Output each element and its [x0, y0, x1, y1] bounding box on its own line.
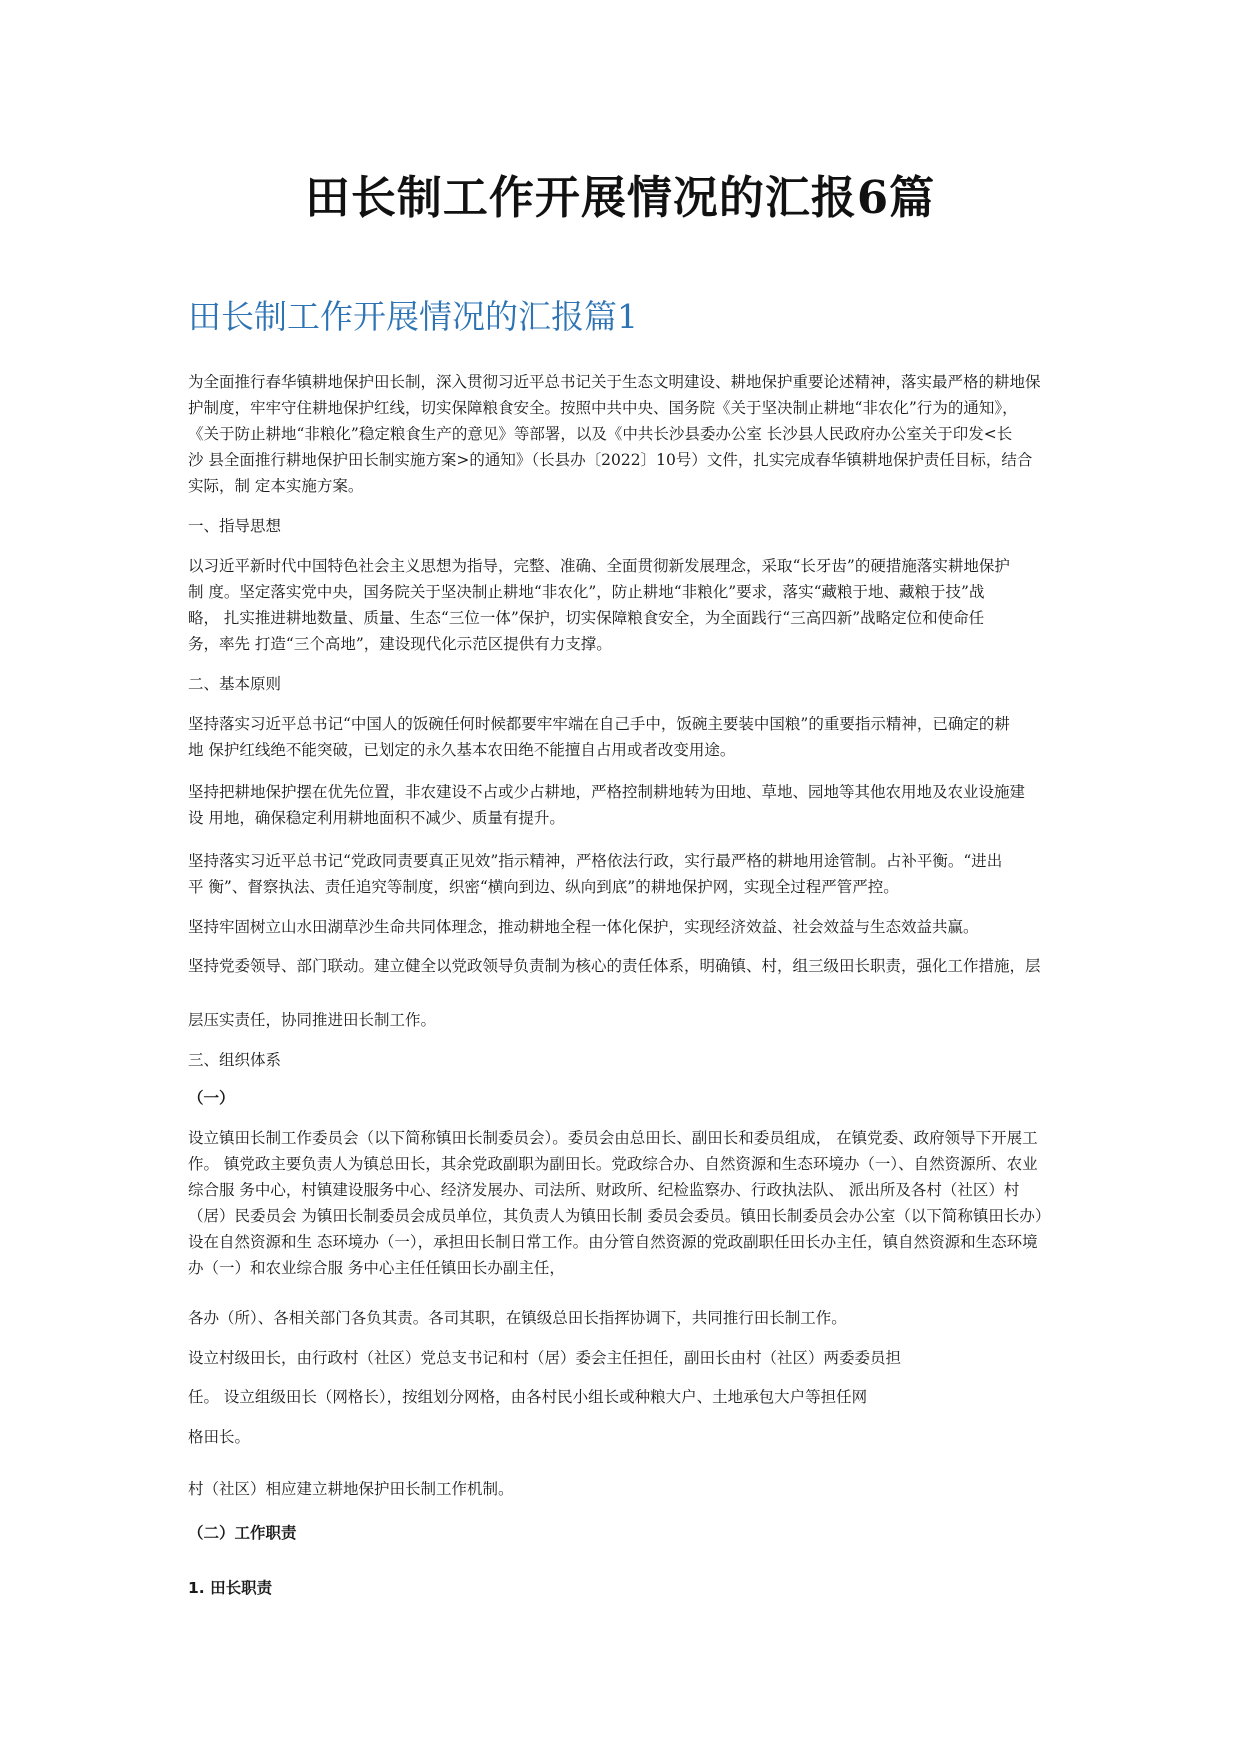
paragraph-line: 综合服 务中心，村镇建设服务中心、经济发展办、司法所、财政所、纪检监察办、行政执法队、 派出所及各村（社区）村 [188, 1181, 1020, 1199]
paragraph-line: 设在自然资源和生 态环境办（一），承担田长制日常工作。由分管自然资源的党政副职任田长办主任，镇自然资源和生态环境 [188, 1233, 1038, 1251]
paragraph-line: 设 用地，确保稳定利用耕地面积不减少、质量有提升。 [188, 809, 565, 827]
paragraph-line: 坚持落实习近平总书记“中国人的饭碗任何时候都要牢牢端在自己手中，饭碗主要装中国粮”的重要指示精神，已确定的耕 [188, 715, 1010, 733]
paragraph-line: 作。 镇党政主要负责人为镇总田长，其余党政副职为副田长。党政综合办、自然资源和生态环境办（一）、自然资源所、农业 [188, 1155, 1038, 1173]
paragraph-line: 平 衡”、督察执法、责任追究等制度，织密“横向到边、纵向到底”的耕地保护网，实现全过程严管严控。 [188, 878, 899, 896]
paragraph-line: 地 保护红线绝不能突破，已划定的永久基本农田绝不能擅自占用或者改变用途。 [188, 741, 736, 759]
paragraph-line: 以习近平新时代中国特色社会主义思想为指导，完整、准确、全面贯彻新发展理念，采取“长牙齿”的硬措施落实耕地保护 [188, 557, 1010, 575]
paragraph-line: 护制度，牢牢守住耕地保护红线，切实保障粮食安全。按照中共中央、国务院《关于坚决制止耕地“非农化”行为的通知》， [188, 399, 1018, 417]
paragraph-line: 坚持把耕地保护摆在优先位置，非农建设不占或少占耕地，严格控制耕地转为田地、草地、园地等其他农用地及农业设施建 [188, 783, 1026, 801]
heading-field-chief-duties: 1. 田长职责 [188, 1579, 273, 1597]
paragraph-line: 各办（所）、各相关部门各负其责。各司其职，在镇级总田长指挥协调下，共同推行田长制工作。 [188, 1309, 847, 1327]
paragraph-line: 格田长。 [188, 1428, 251, 1446]
paragraph-line: 坚持落实习近平总书记“党政同责要真正见效”指示精神，严格依法行政，实行最严格的耕地用途管制。占补平衡。“进出 [188, 852, 1003, 870]
paragraph-line: 层压实责任，协同推进田长制工作。 [188, 1011, 437, 1029]
paragraph-line: 村（社区）相应建立耕地保护田长制工作机制。 [188, 1480, 514, 1498]
paragraph-line: 设立村级田长，由行政村（社区）党总支书记和村（居）委会主任担任，副田长由村（社区）两委委员担 [188, 1349, 902, 1367]
paragraph-line: （居）民委员会 为镇田长制委员会成员单位，其负责人为镇田长制 委员会委员。镇田长制委员会办公室（以下简称镇田长办） [188, 1207, 1051, 1225]
heading-guiding-ideology: 一、指导思想 [188, 517, 282, 535]
paragraph-line: 制 度。坚定落实党中央，国务院关于坚决制止耕地“非农化”，防止耕地“非粮化”要求，落实“藏粮于地、藏粮于技”战 [188, 583, 985, 601]
section-title: 田长制工作开展情况的汇报篇1 [188, 297, 638, 336]
paragraph-line: 坚持牢固树立山水田湖草沙生命共同体理念，推动耕地全程一体化保护，实现经济效益、社会效益与生态效益共赢。 [188, 918, 979, 936]
heading-work-duties: （二）工作职责 [188, 1524, 297, 1542]
paragraph-line: 略， 扎实推进耕地数量、质量、生态“三位一体”保护，切实保障粮食安全，为全面践行“三高四新”战略定位和使命任 [188, 609, 985, 627]
heading-basic-principles: 二、基本原则 [188, 675, 282, 693]
paragraph-line: 任。 设立组级田长（网格长），按组划分网格，由各村民小组长或种粮大户、土地承包大户等担任网 [188, 1388, 868, 1406]
paragraph-line: 《关于防止耕地“非粮化”稳定粮食生产的意见》等部署，以及《中共长沙县委办公室 长沙县人民政府办公室关于印发<长 [188, 425, 1013, 443]
document-title: 田长制工作开展情况的汇报6篇 [304, 171, 936, 224]
paragraph-line: 沙 县全面推行耕地保护田长制实施方案>的通知》（长县办〔2022〕10号）文件，扎实完成春华镇耕地保护责任目标，结合 [188, 451, 1033, 469]
heading-organization: 三、组织体系 [188, 1051, 282, 1069]
paragraph-line: 设立镇田长制工作委员会（以下简称镇田长制委员会）。委员会由总田长、副田长和委员组成， 在镇党委、政府领导下开展工 [188, 1129, 1038, 1147]
paragraph-line: 务，率先 打造“三个高地”，建设现代化示范区提供有力支撑。 [188, 635, 612, 653]
paragraph-line: 为全面推行春华镇耕地保护田长制，深入贯彻习近平总书记关于生态文明建设、耕地保护重要论述精神，落实最严格的耕地保 [188, 373, 1041, 391]
heading-part-one: （一） [188, 1089, 235, 1107]
paragraph-line: 坚持党委领导、部门联动。建立健全以党政领导负责制为核心的责任体系，明确镇、村，组三级田长职责，强化工作措施，层 [188, 957, 1041, 975]
paragraph-line: 实际，制 定本实施方案。 [188, 477, 364, 495]
paragraph-line: 办（一）和农业综合服 务中心主任任镇田长办副主任， [188, 1259, 565, 1277]
